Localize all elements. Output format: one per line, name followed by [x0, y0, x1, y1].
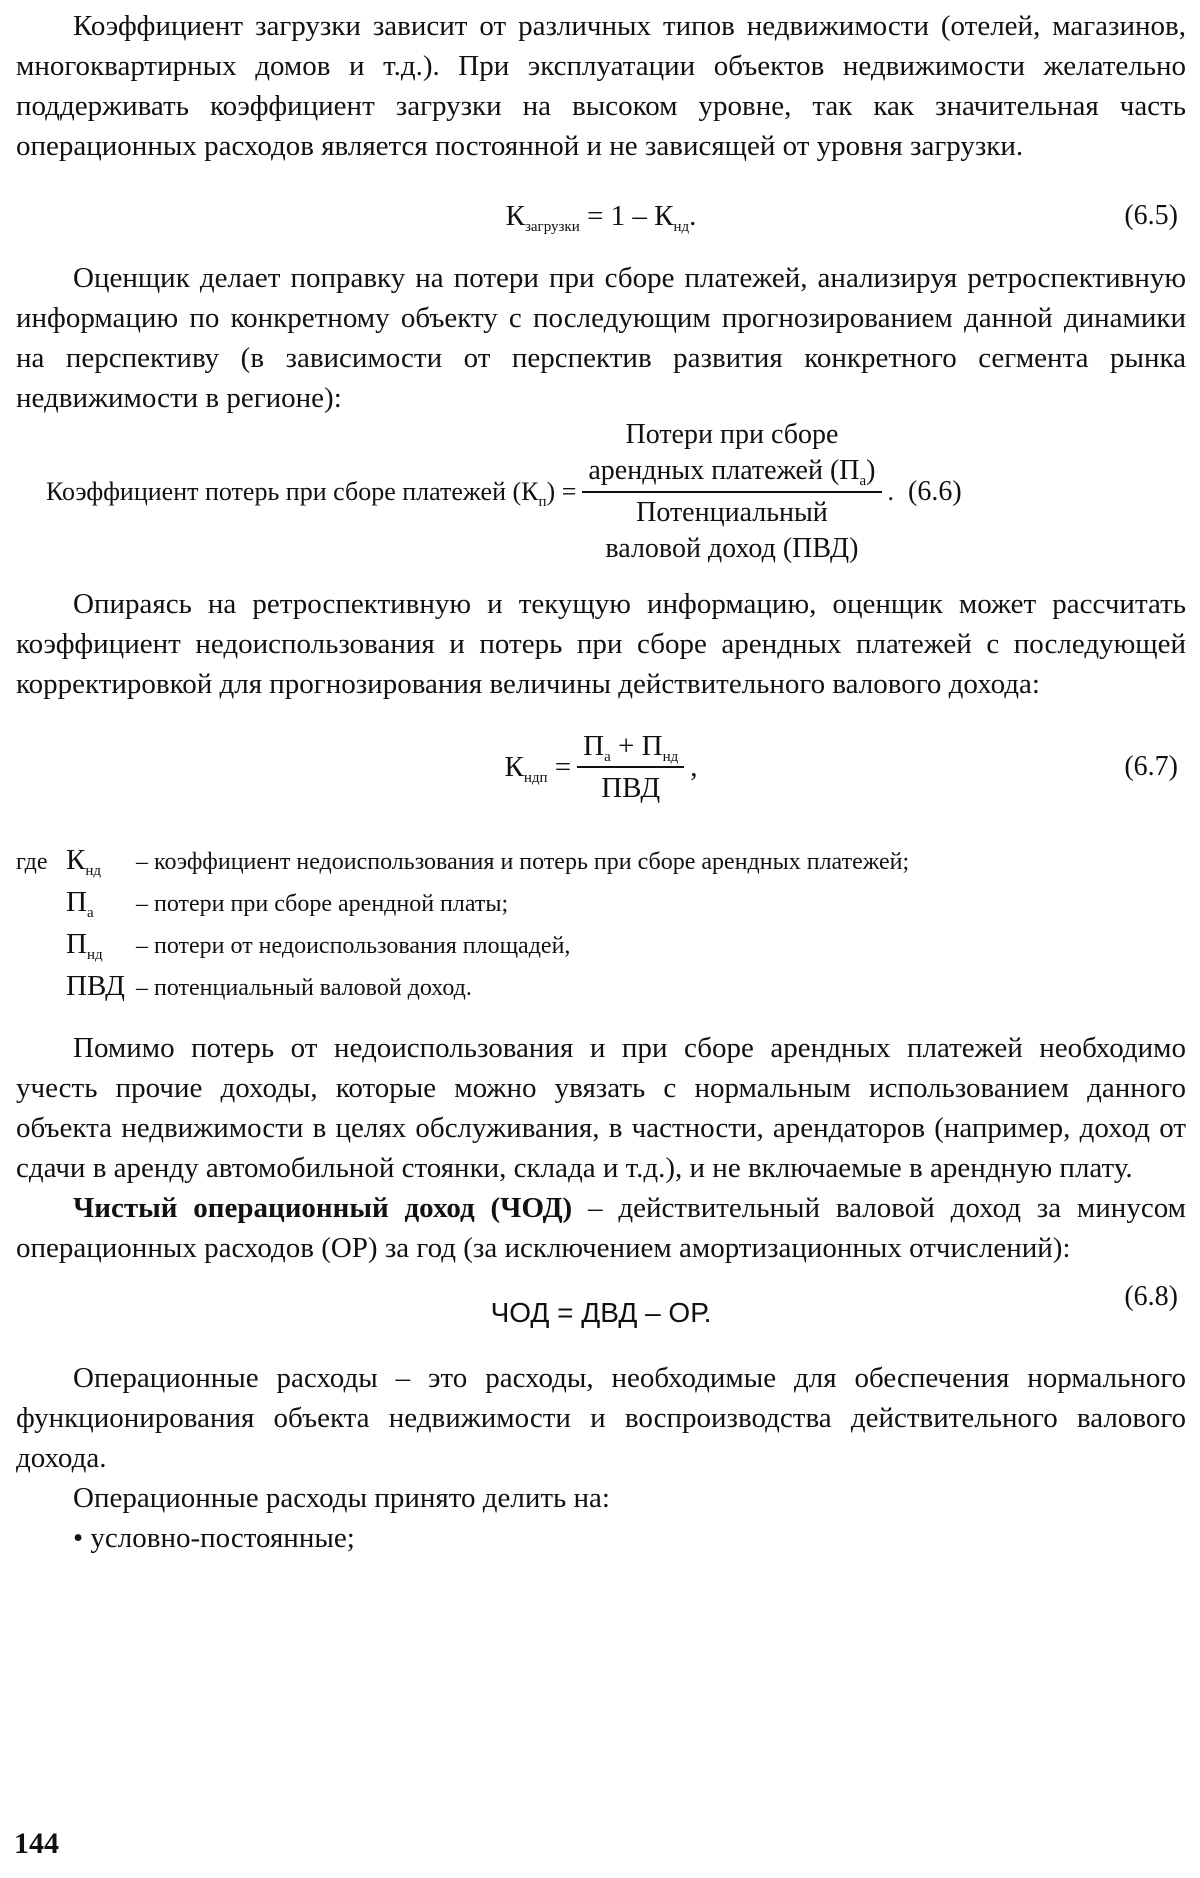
formula-6-6-left: Коэффициент потерь при сборе платежей $(К_п)$ = — [46, 477, 577, 510]
paragraph-expense-types: Операционные расходы принято делить на: — [73, 1482, 610, 1514]
legend-where: где — [16, 849, 48, 875]
formula-6-6-denominator: Потенциальный валовой доход (ПВД) — [605, 497, 859, 564]
legend-row: где $К_{нд}$ – коэффициент недоиспользования и потерь при сборе арендных платежей; — [16, 840, 1186, 882]
paragraph-collection-losses: Оценщик делает поправку на потери при сборе платежей, анализируя ретроспективную информацию по конкретному объекту с последующим прогнозированием данной динамики на перспективу (в зависимости от перспектив развития конкретного сегмента рынка недвижимости в регионе): — [16, 262, 1186, 414]
formula-6-7-denominator: ПВД — [601, 772, 661, 804]
formula-6-7-numerator: $П_а + П_{нд}$ — [583, 730, 679, 765]
bullet-item: • условно-постоянные; — [73, 1522, 355, 1554]
formula-6-5-expression: $К_{загрузки} = 1 - К_{нд}$. — [505, 200, 697, 235]
formula-6-7-fraction — [577, 728, 684, 806]
equation-number-6-5: (6.5) — [1124, 200, 1178, 231]
equation-number-6-7: (6.7) — [1124, 751, 1178, 782]
page-number: 144 — [14, 1827, 59, 1860]
formula-6-6: Коэффициент потерь при сборе платежей $(К_п)$ = Потери при сборе арендных платежей $(П_а)$ Потенциальный валовой доход (ПВД) . (6.6) — [16, 422, 1186, 562]
legend-row: $П_{нд}$ – потери от недоиспользования площадей, — [66, 928, 571, 963]
equation-number-6-8: (6.8) — [1124, 1281, 1178, 1313]
paragraph-noi-definition: Чистый операционный доход (ЧОД) – действительный валовой доход за минусом операционных расходов (ОР) за год (за исключением амортизационных отчислений): — [16, 1192, 1186, 1264]
equation-number-6-6: (6.6) — [908, 476, 962, 507]
bullet-icon: • — [73, 1522, 91, 1554]
formula-6-5 — [16, 184, 1186, 248]
formula-legend — [16, 840, 1186, 1008]
term-noi: Чистый операционный доход (ЧОД) — [73, 1192, 573, 1224]
fraction-bar — [582, 491, 881, 493]
formula-6-7-left: $К_{ндп}$ = — [504, 751, 572, 786]
legend-row: ПВД – потенциальный валовой доход. — [66, 970, 472, 1002]
paragraph-operating-expenses: Операционные расходы – это расходы, необходимые для обеспечения нормального функционирования объекта недвижимости и воспроизводства действительного валового дохода. — [16, 1362, 1186, 1474]
formula-6-8-expression: ЧОД = ДВД – ОР. — [490, 1297, 712, 1328]
paragraph-other-income: Помимо потерь от недоиспользования и при сборе арендных платежей необходимо учесть прочие доходы, которые можно увязать с нормальным использованием данного объекта недвижимости в целях обслуживания, в частности, арендаторов (например, доход от сдачи в аренду автомобильной стоянки, склада и т.д.), и не включаемые в арендную плату. — [16, 1032, 1186, 1184]
paragraph-underuse: Опираясь на ретроспективную и текущую информацию, оценщик может рассчитать коэффициент недоиспользования и потерь при сборе арендных платежей с последующей корректировкой для прогнозирования величины действительного валового дохода: — [16, 588, 1186, 700]
formula-6-6-numerator: Потери при сборе арендных платежей $(П_а)$ — [588, 419, 876, 489]
paragraph-occupancy: Коэффициент загрузки зависит от различных типов недвижимости (отелей, магазинов, многоквартирных домов и т.д.). При эксплуатации объектов недвижимости желательно поддерживать коэффициент загрузки на высоком уровне, так как значительная часть операционных расходов является постоянной и не зависящей от уровня загрузки. — [16, 10, 1186, 162]
legend-row: $П_а$ – потери при сборе арендной платы; — [66, 886, 509, 921]
fraction-bar — [577, 766, 684, 768]
formula-6-6-fraction — [582, 417, 881, 567]
formula-6-8 — [16, 1274, 1186, 1352]
formula-6-7: $К_{ндп}$ = $\frac{П_а + П_{нд}}{\text{ПВД}}$ , (6.7) — [504, 730, 1178, 804]
